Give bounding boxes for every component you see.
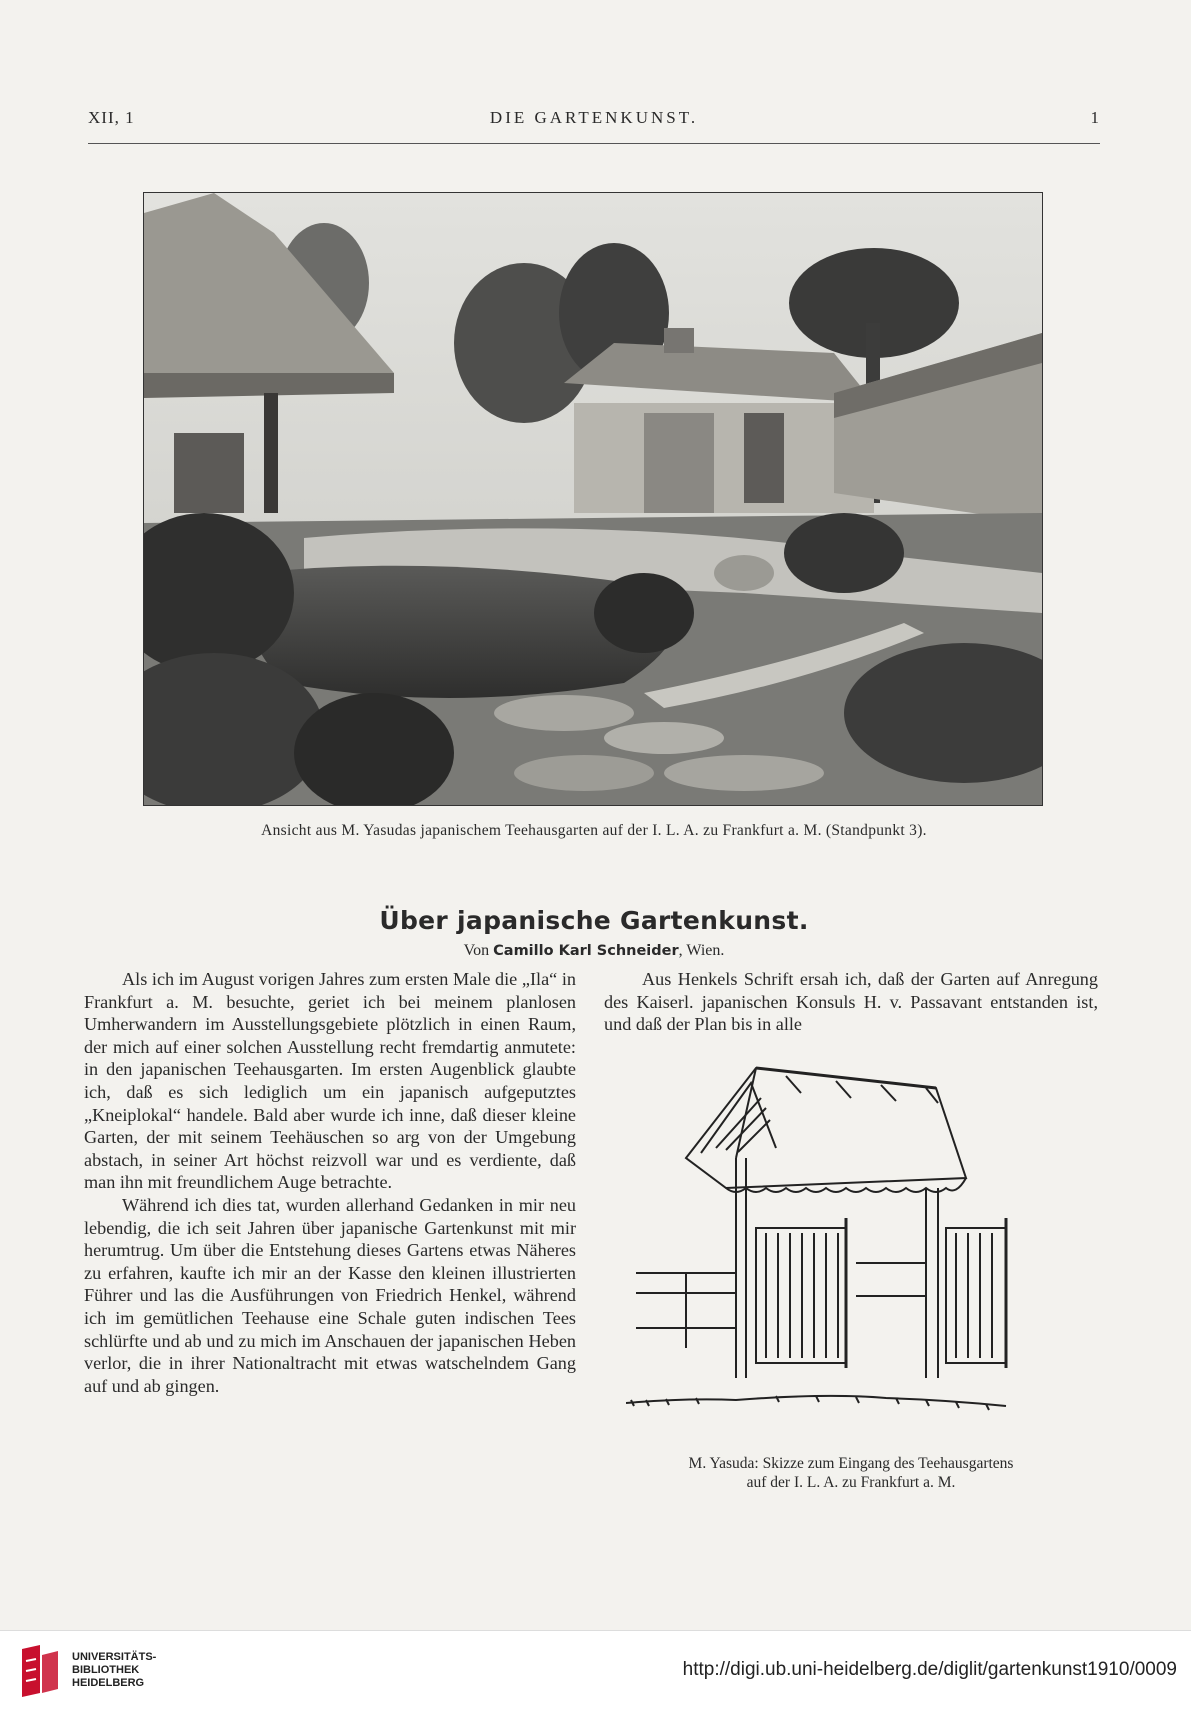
digitization-footer (0, 1630, 1191, 1714)
header-rule (88, 143, 1100, 144)
library-name[interactable] (72, 1651, 156, 1690)
university-library-logo-icon[interactable] (14, 1643, 66, 1699)
garden-photo-image (144, 193, 1042, 805)
author-name: Camillo Karl Schneider (493, 943, 679, 959)
library-name-line: HEIDELBERG (72, 1677, 145, 1689)
paragraph: Während ich dies tat, wurden allerhand Gedanken in mir neu lebendig, die ich seit Jahren über japanische Gartenkunst mit mir herumtrug. Um über die Entstehung dieses Gartens etwas Näheres zu erfahren, kaufte ich mir an der Kasse den kleinen illustrierten Führer und las die Ausführungen von Friedrich Henkel, während ich im gemütlichen Teehause eine Schale guten indischen Tees schlürfte und ab und zu mich im Anschauen der japanischen Heben verlor, die in ihrer Nationaltracht mit etwas watschelndem Gang auf und ab gingen. (84, 1194, 576, 1396)
sketch-caption-line: M. Yasuda: Skizze zum Eingang des Teehausgartens (688, 1455, 1014, 1472)
photo-caption: Ansicht aus M. Yasudas japanischem Teehausgarten auf der I. L. A. zu Frankfurt a. M. (Standpunkt 3). (261, 822, 927, 839)
byline-prefix: Von (463, 942, 494, 959)
article-byline (88, 942, 1100, 960)
library-name-line: BIBLIOTHEK (72, 1664, 140, 1676)
volume-number: XII, 1 (88, 108, 135, 127)
journal-title: DIE GARTENKUNST. (489, 108, 699, 127)
sketch-caption-line: auf der I. L. A. zu Frankfurt a. M. (746, 1474, 956, 1491)
paragraph: Als ich im August vorigen Jahres zum ersten Male die „Ila“ in Frankfurt a. M. besuchte, geriet ich bei meinem planlosen Umherwandern im Ausstellungsgebiete plötzlich in einen Raum, der mich auf einer solchen Ausstellung recht fremdartig anmutete: in den japanischen Teehausgarten. Im ersten Augenblick glaubte ich, daß es sich lediglich um ein japanisch aufgeputztes „Kneiplokal“ handele. Bald aber wurde ich inne, daß dieser kleine Garten, der mit seinem Teehäuschen so arg von der Umgebung abstach, in seiner Art höchst reizvoll war und es verdiente, daß man ihn mit freundlichem Auge betrachte. (84, 969, 576, 1193)
left-column (84, 968, 576, 1397)
byline-suffix: , Wien. (678, 942, 725, 959)
article-title: Über japanische Gartenkunst. (379, 906, 809, 935)
gate-sketch-drawing (626, 1048, 1076, 1448)
sketch-caption (604, 1454, 1098, 1492)
paragraph: Aus Henkels Schrift ersah ich, daß der Garten auf Anregung des Kaiserl. japanischen Konsuls H. v. Passavant entstanden ist, und daß der Plan bis in alle (604, 969, 1098, 1035)
right-column (604, 968, 1098, 1036)
garden-photograph (143, 192, 1043, 806)
library-name-line: UNIVERSITÄTS- (72, 1651, 157, 1663)
page-number: 1 (1090, 108, 1100, 127)
digital-library-url-link[interactable]: http://digi.ub.uni-heidelberg.de/diglit/gartenkunst1910/0009 (682, 1659, 1177, 1680)
running-head (88, 108, 1100, 134)
gate-sketch (626, 1048, 1076, 1448)
